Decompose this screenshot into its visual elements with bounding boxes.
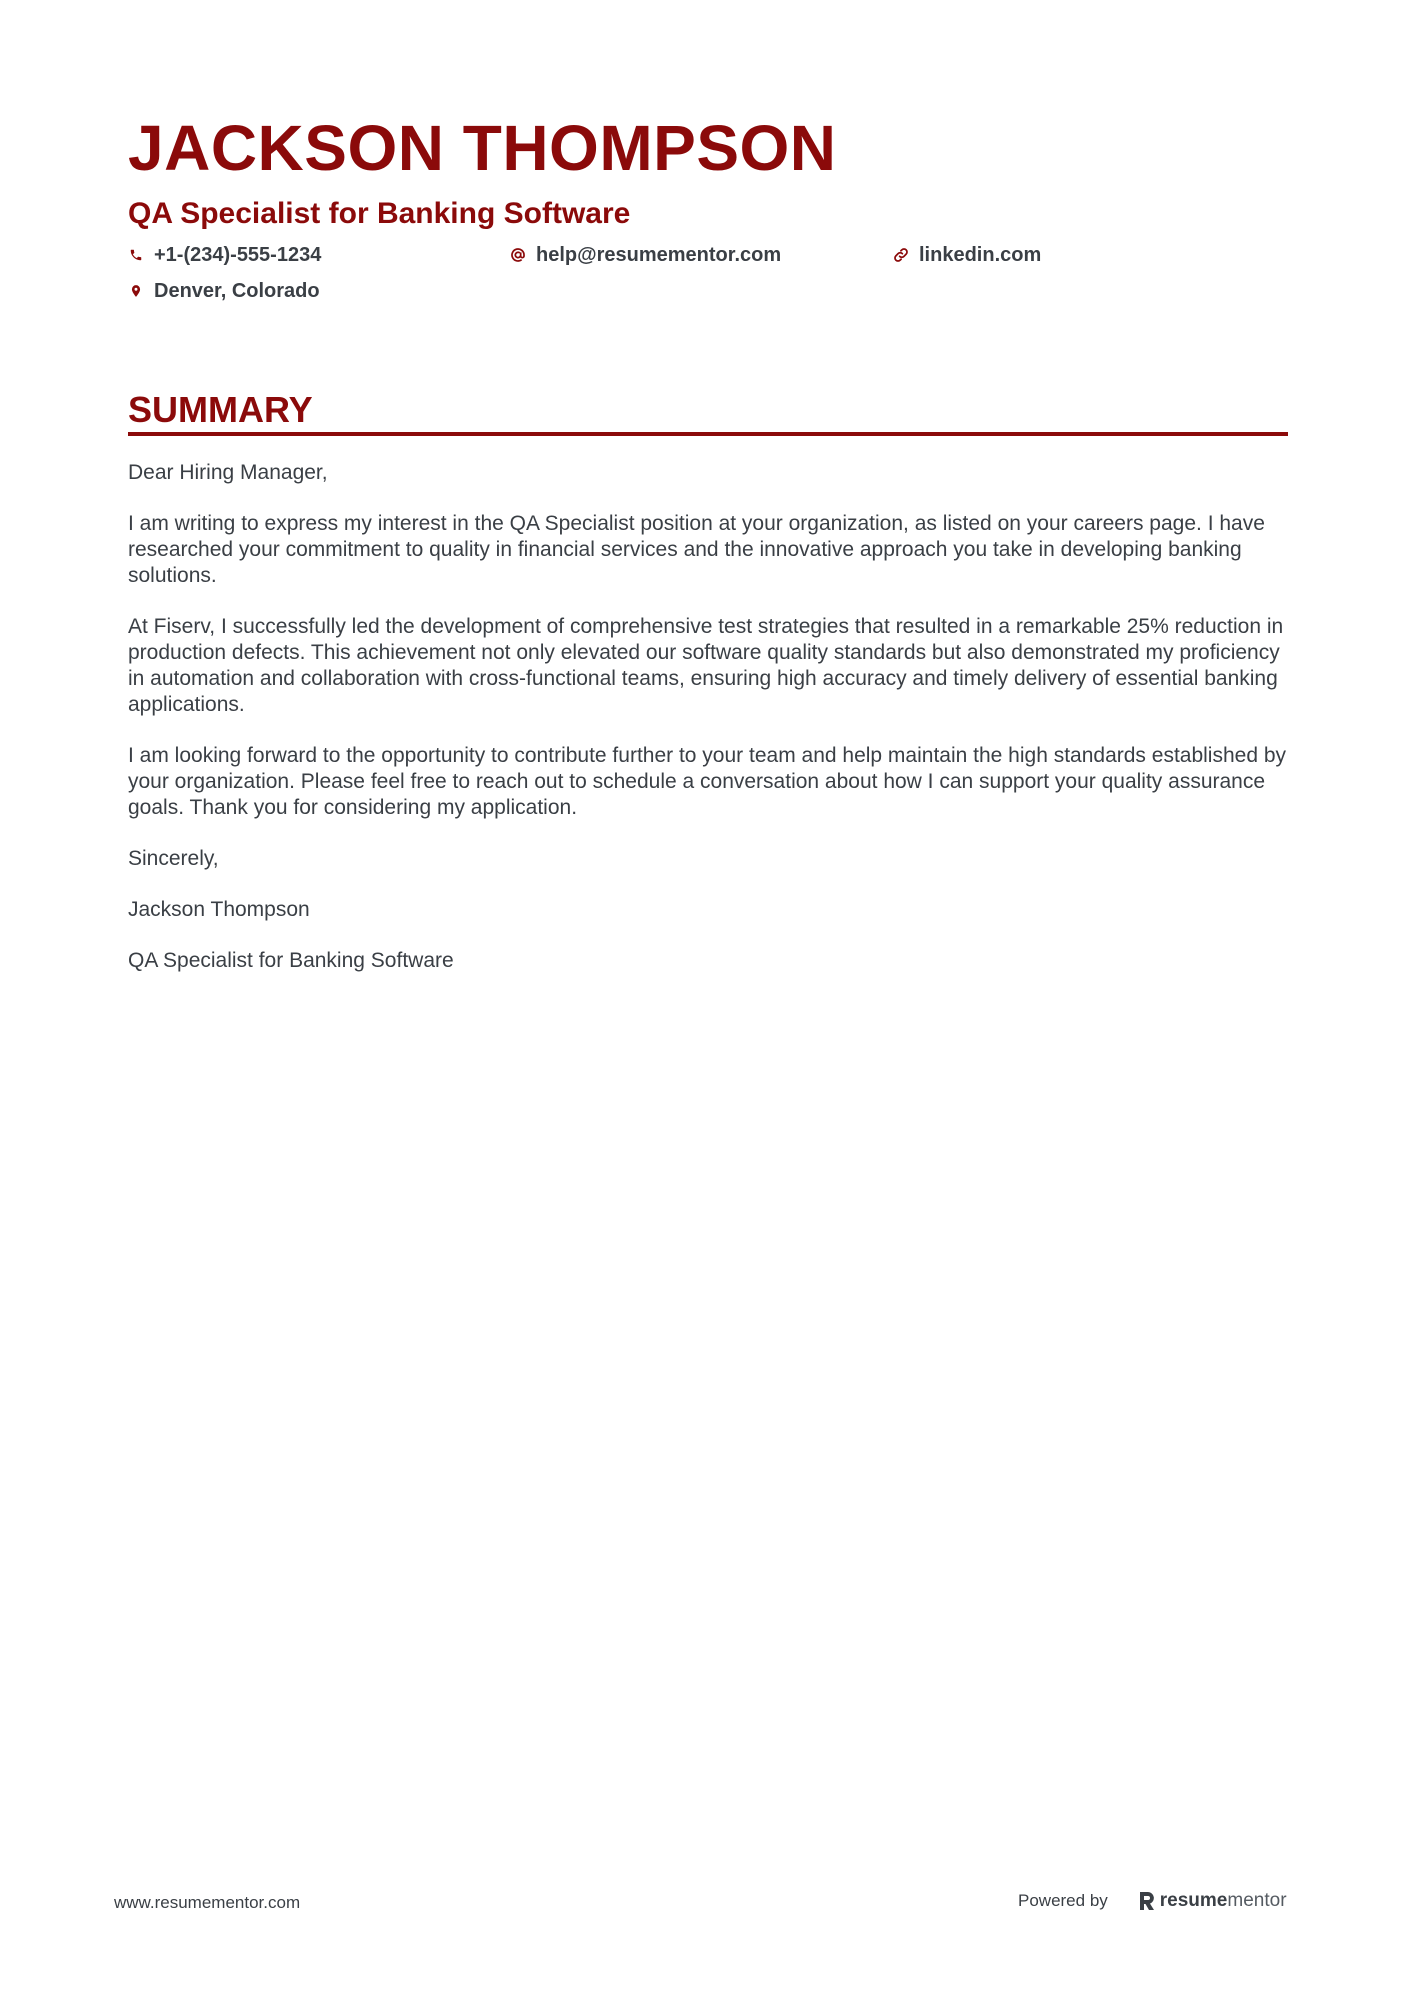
footer-website: www.resumementor.com (114, 1893, 301, 1912)
website-text: linkedin.com (919, 243, 1042, 266)
signature-name: Jackson Thompson (128, 898, 310, 921)
section-title-summary: SUMMARY (128, 389, 313, 430)
brand-name-light: mentor (1227, 1890, 1287, 1911)
contact-website (893, 240, 1041, 270)
job-title: QA Specialist for Banking Software (128, 197, 631, 230)
signature-title: QA Specialist for Banking Software (128, 949, 454, 972)
letter-paragraph: I am looking forward to the opportunity to contribute further to your team and help maintain the high standards established by your organization. Please feel free to reach out to schedule a conversation about how I can support your quality assurance goals. Thank you for considering my application. (128, 744, 1287, 819)
candidate-name: JACKSON THOMPSON (128, 112, 837, 184)
letter-paragraph: I am writing to express my interest in the QA Specialist position at your organization, as listed on your careers page. I have researched your commitment to quality in financial services and the innovative approach you take in developing banking solutions. (128, 512, 1265, 587)
header (128, 108, 1288, 234)
location-text: Denver, Colorado (154, 279, 320, 302)
contact-phone (128, 240, 321, 270)
contact-location (128, 276, 320, 306)
closing: Sincerely, (128, 847, 219, 870)
brand-name-bold: resume (1159, 1890, 1228, 1911)
map-pin-icon (128, 283, 144, 299)
phone-text: +1-(234)-555-1234 (154, 243, 322, 266)
cover-letter-body (128, 460, 1288, 999)
section-divider (128, 432, 1288, 436)
letter-paragraph: At Fiserv, I successfully led the development of comprehensive test strategies that resulted in a remarkable 25% reduction in production defects. This achievement not only elevated our software quality standards but also demonstrated my proficiency in automation and collaboration with cross-functional teams, ensuring high accuracy and timely delivery of essential banking applications. (128, 615, 1284, 716)
resumementor-logo-icon (1138, 1891, 1156, 1911)
link-icon (893, 247, 909, 263)
salutation: Dear Hiring Manager, (128, 461, 328, 484)
footer-branding (1018, 1888, 1287, 1914)
contact-info (128, 240, 1288, 320)
phone-icon (128, 247, 144, 263)
contact-email (510, 240, 781, 270)
powered-by-label: Powered by (1018, 1891, 1108, 1910)
at-sign-icon (510, 247, 526, 263)
brand-logo (1138, 1890, 1287, 1912)
email-text: help@resumementor.com (536, 243, 782, 266)
